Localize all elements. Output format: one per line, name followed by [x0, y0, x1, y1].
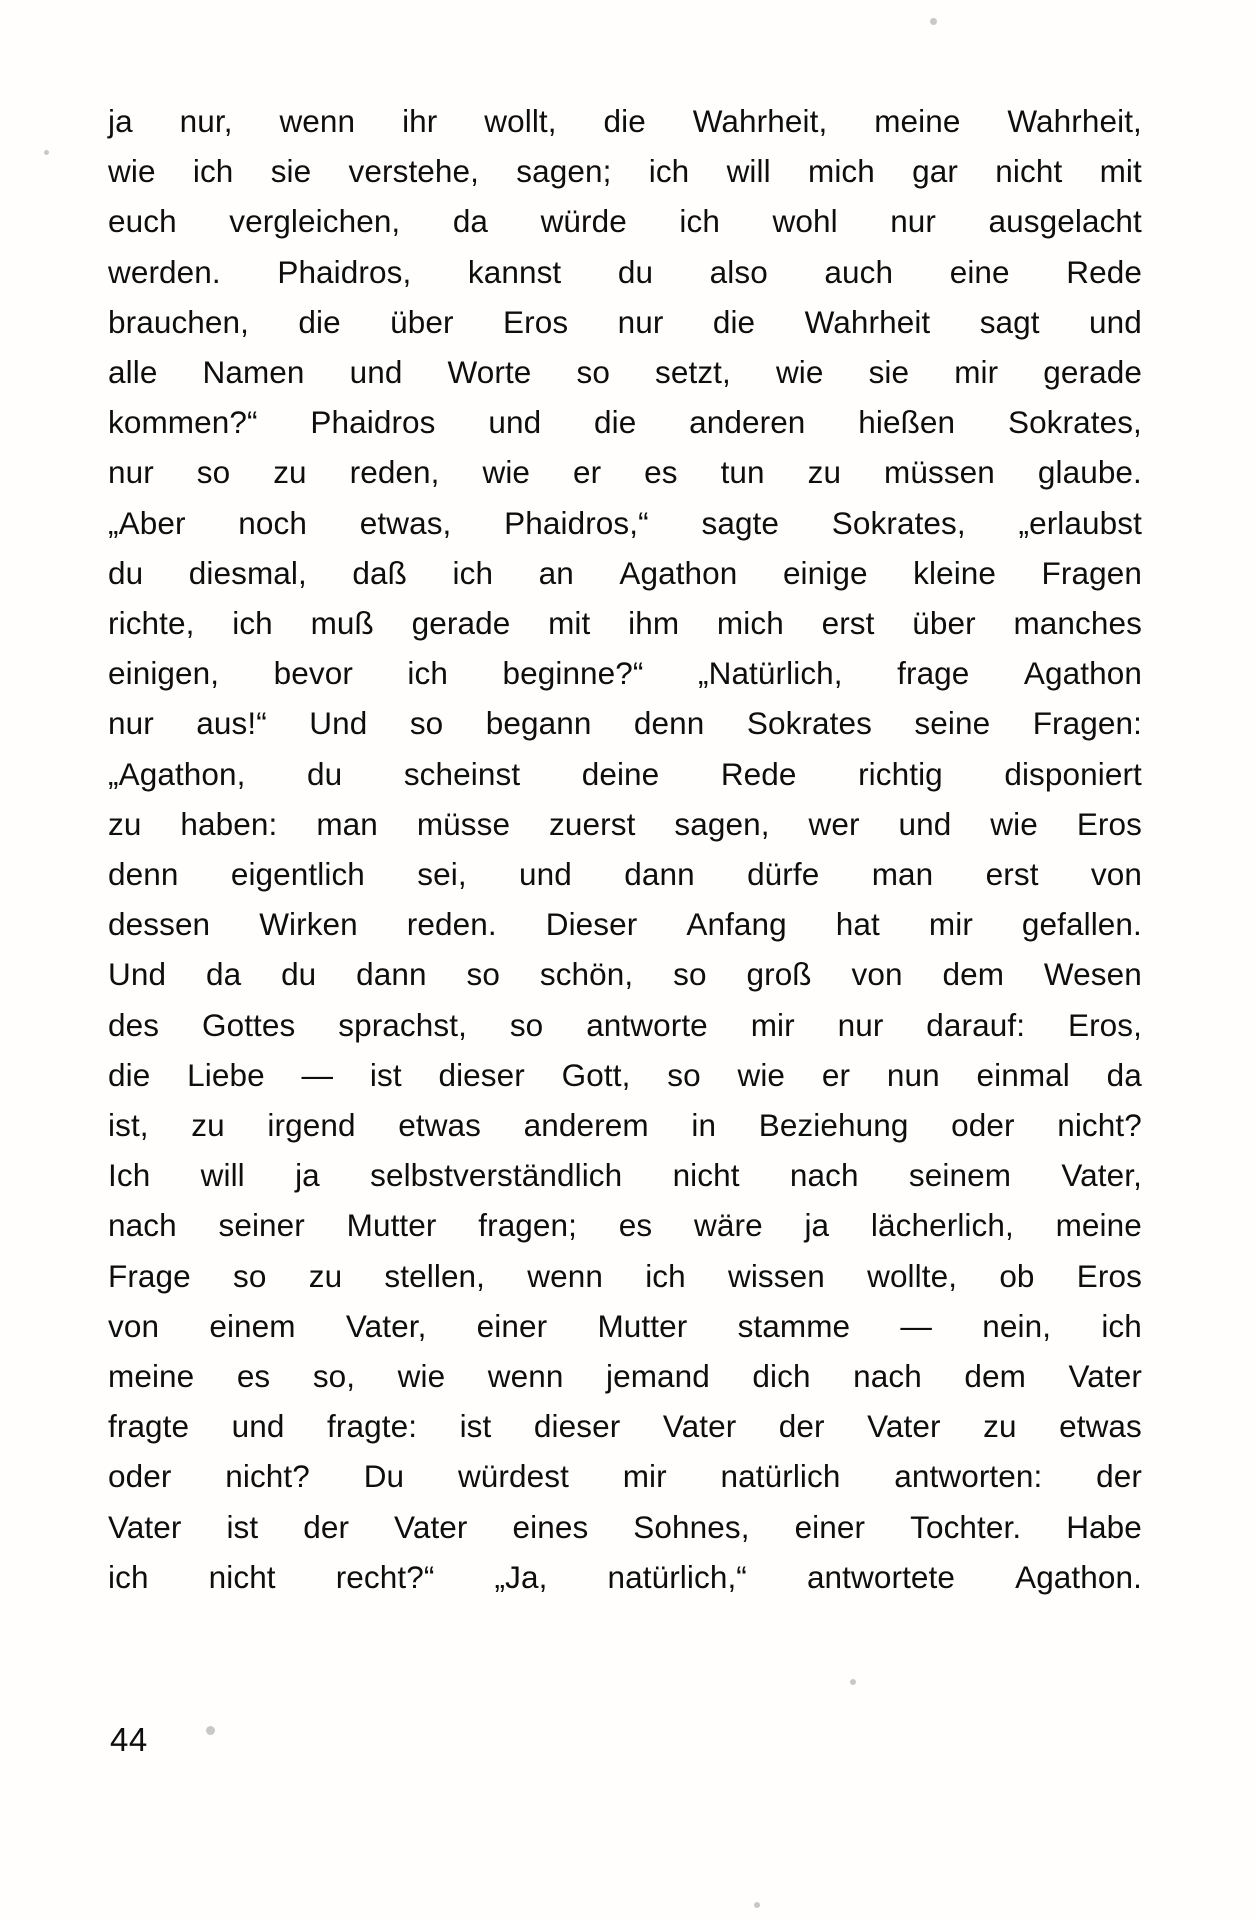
text-line: ich nicht recht?“ „Ja, natürlich,“ antwortete Agathon. [108, 1558, 1142, 1595]
text-line: nach seiner Mutter fragen; es wäre ja lächerlich, meine [108, 1207, 1142, 1244]
scan-speck [44, 150, 49, 155]
scan-speck [206, 1726, 215, 1735]
text-line: des Gottes sprachst, so antworte mir nur darauf: Eros, [108, 1006, 1142, 1043]
text-line: werden. Phaidros, kannst du also auch eine Rede [108, 253, 1142, 290]
text-line: „Agathon, du scheinst deine Rede richtig disponiert [108, 755, 1142, 792]
text-line: ist, zu irgend etwas anderem in Beziehung oder nicht? [108, 1107, 1142, 1144]
text-line: wie ich sie verstehe, sagen; ich will mich gar nicht mit [108, 153, 1142, 190]
text-line: Ich will ja selbstverständlich nicht nach seinem Vater, [108, 1157, 1142, 1194]
text-line: ja nur, wenn ihr wollt, die Wahrheit, meine Wahrheit, [108, 103, 1142, 139]
text-line: du diesmal, daß ich an Agathon einige kleine Fragen [108, 554, 1142, 591]
text-line: Frage so zu stellen, wenn ich wissen wollte, ob Eros [108, 1257, 1142, 1294]
text-line: meine es so, wie wenn jemand dich nach dem Vater [108, 1358, 1142, 1395]
text-line: von einem Vater, einer Mutter stamme — nein, ich [108, 1307, 1142, 1344]
text-line: Vater ist der Vater eines Sohnes, einer Tochter. Habe [108, 1508, 1142, 1545]
text-line: fragte und fragte: ist dieser Vater der Vater zu etwas [108, 1408, 1142, 1445]
text-line: brauchen, die über Eros nur die Wahrheit sagt und [108, 303, 1142, 340]
text-line: denn eigentlich sei, und dann dürfe man erst von [108, 856, 1142, 893]
scan-speck [930, 18, 937, 25]
scan-speck [754, 1902, 760, 1908]
text-line: die Liebe — ist dieser Gott, so wie er nun einmal da [108, 1056, 1142, 1093]
text-line: einigen, bevor ich beginne?“ „Natürlich, frage Agathon [108, 655, 1142, 692]
text-line: zu haben: man müsse zuerst sagen, wer und wie Eros [108, 805, 1142, 842]
scan-speck [850, 1679, 856, 1685]
page-number: 44 [110, 1721, 148, 1758]
text-line: Und da du dann so schön, so groß von dem Wesen [108, 956, 1142, 993]
body-text [108, 96, 1142, 1602]
text-line: „Aber noch etwas, Phaidros,“ sagte Sokrates, „erlaubst [108, 504, 1142, 541]
text-line: dessen Wirken reden. Dieser Anfang hat mir gefallen. [108, 906, 1142, 943]
text-line: kommen?“ Phaidros und die anderen hießen Sokrates, [108, 404, 1142, 441]
text-line: richte, ich muß gerade mit ihm mich erst über manches [108, 605, 1142, 642]
text-line: alle Namen und Worte so setzt, wie sie mir gerade [108, 354, 1142, 391]
text-line: euch vergleichen, da würde ich wohl nur ausgelacht [108, 203, 1142, 240]
text-line: oder nicht? Du würdest mir natürlich antworten: der [108, 1458, 1142, 1495]
text-line: nur so zu reden, wie er es tun zu müssen glaube. [108, 454, 1142, 491]
text-line: nur aus!“ Und so begann denn Sokrates seine Fragen: [108, 705, 1142, 742]
